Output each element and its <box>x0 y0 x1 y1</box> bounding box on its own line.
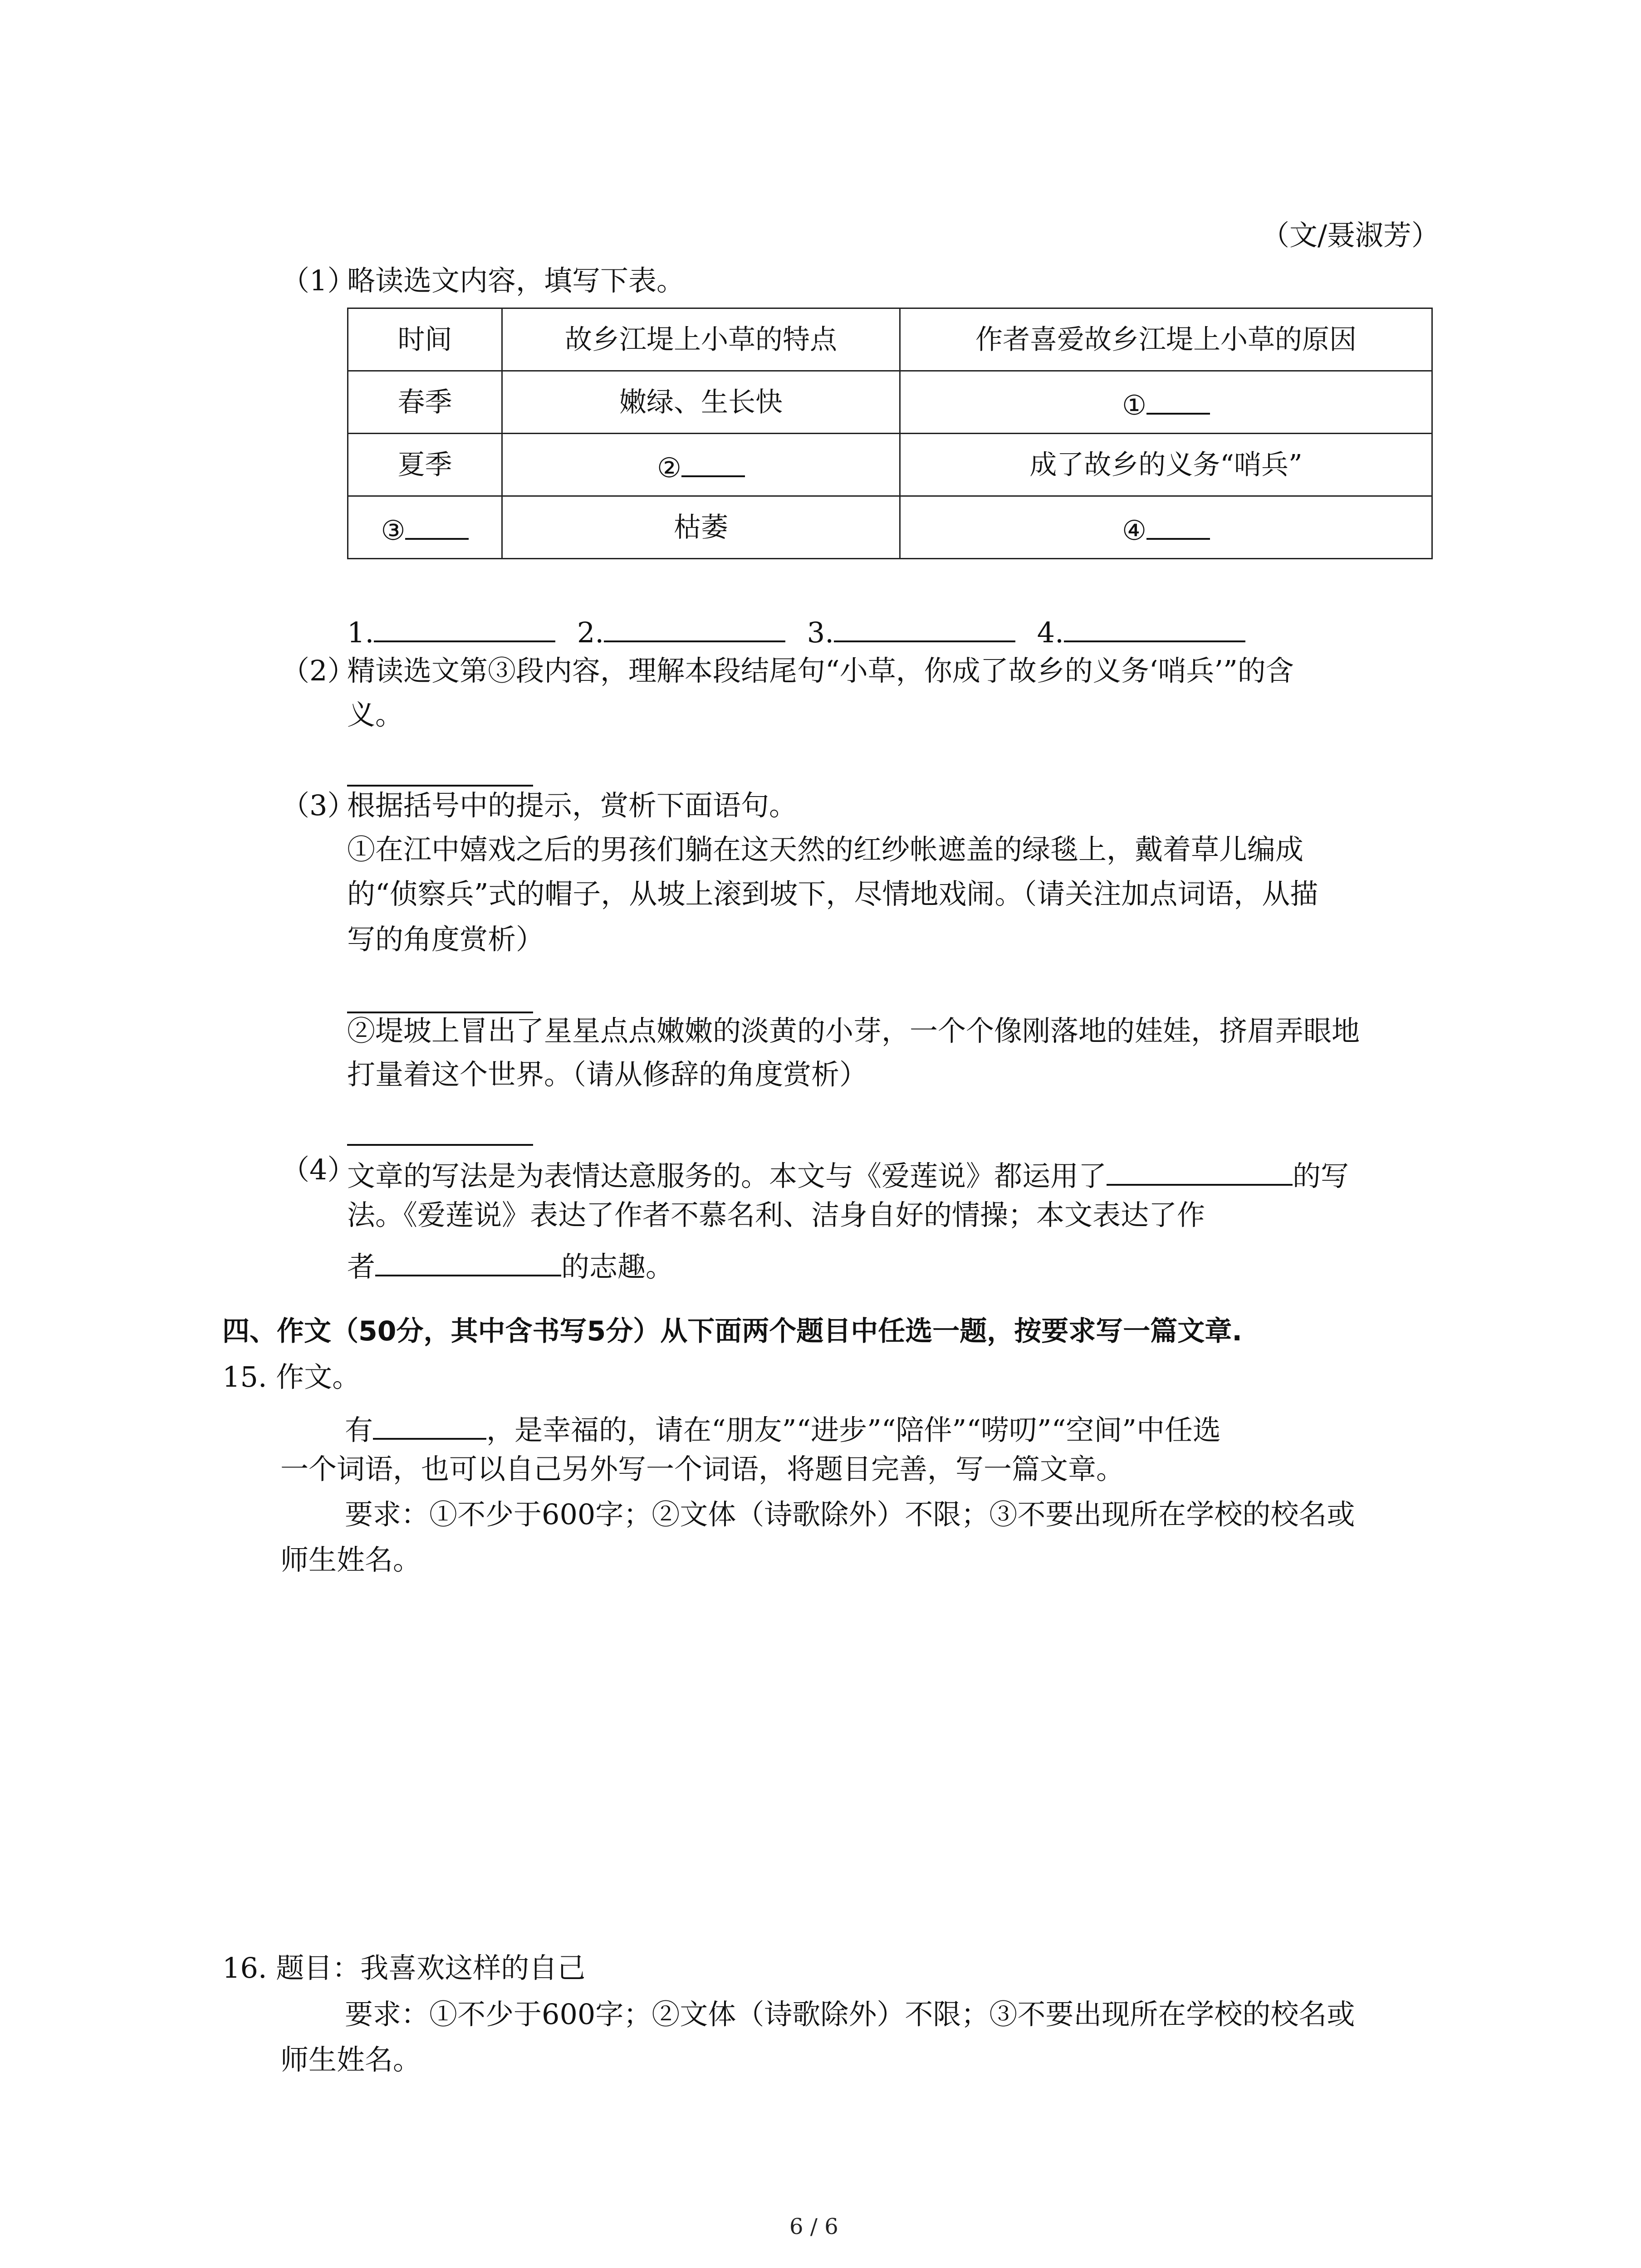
answer-label: 4. <box>1037 616 1064 649</box>
q2-number: （2） <box>281 654 356 687</box>
table-cell: 成了故乡的义务“哨兵” <box>900 434 1432 496</box>
q3-answer-blank-1[interactable] <box>347 983 533 1013</box>
q4-text-line <box>347 1156 1349 1193</box>
q4-text: 的志趣。 <box>561 1250 674 1283</box>
answer-blank[interactable] <box>604 612 785 642</box>
title-blank[interactable] <box>373 1410 486 1440</box>
answer-blank[interactable] <box>834 612 1015 642</box>
page-number: 6 / 6 <box>789 2214 838 2239</box>
q3-prompt: 根据括号中的提示，赏析下面语句。 <box>347 789 798 822</box>
blank-marker: ① <box>1122 389 1146 421</box>
answer-blank[interactable] <box>405 511 469 540</box>
q15-requirement-line: 要求：①不少于600字；②文体（诗歌除外）不限；③不要出现所在学校的校名或 <box>345 1498 1355 1531</box>
q16-requirement-line: 师生姓名。 <box>280 2043 421 2076</box>
q3-sentence2-line: 打量着这个世界。（请从修辞的角度赏析） <box>347 1058 868 1091</box>
table-cell <box>348 496 502 559</box>
q15-text-line <box>345 1410 1221 1447</box>
answer-blank[interactable] <box>1107 1156 1293 1186</box>
table-header-row <box>348 308 1432 371</box>
q3-number: （3） <box>281 789 356 822</box>
answer-blank[interactable] <box>1064 612 1245 642</box>
table-cell: 夏季 <box>348 434 502 496</box>
q2-text-line: 义。 <box>347 698 404 731</box>
q15-title: 15. 作文。 <box>222 1360 361 1393</box>
q3-sentence2-line: ②堤坡上冒出了星星点点嫩嫩的淡黄的小芽，一个个像刚落地的娃娃，挤眉弄眼地 <box>347 1014 1360 1047</box>
table-row <box>348 496 1432 559</box>
q15-requirement-line: 师生姓名。 <box>280 1543 421 1576</box>
q15-text: 有 <box>345 1413 373 1447</box>
q2-text-line: 精读选文第③段内容，理解本段结尾句“小草，你成了故乡的义务‘哨兵’”的含 <box>347 654 1294 687</box>
table-row <box>348 434 1432 496</box>
q1-prompt: 略读选文内容，填写下表。 <box>347 264 685 297</box>
q16-requirement-line: 要求：①不少于600字；②文体（诗歌除外）不限；③不要出现所在学校的校名或 <box>345 1998 1355 2031</box>
section-heading: 四、作文（50分，其中含书写5分）从下面两个题目中任选一题，按要求写一篇文章. <box>222 1315 1243 1347</box>
table-row <box>348 371 1432 434</box>
table-header-cell: 作者喜爱故乡江堤上小草的原因 <box>900 308 1432 371</box>
q4-text-line: 法。《爱莲说》表达了作者不慕名利、洁身自好的情操；本文表达了作 <box>347 1198 1205 1232</box>
q1-number: （1） <box>281 264 356 297</box>
author-attribution: （文/聂淑芳） <box>1261 219 1440 252</box>
q2-answer-blank[interactable] <box>347 757 533 787</box>
blank-marker: ③ <box>381 514 406 547</box>
q4-text-line <box>347 1246 674 1281</box>
q3-sentence1-line: 写的角度赏析） <box>347 923 544 956</box>
table-cell: 嫩绿、生长快 <box>502 371 900 434</box>
table-cell <box>900 371 1432 434</box>
q1-answer-line <box>347 612 1245 647</box>
answer-blank[interactable] <box>375 1246 561 1276</box>
answer-label: 1. <box>347 616 374 649</box>
q3-sentence1-line: 的“侦察兵”式的帽子，从坡上滚到坡下，尽情地戏闹。（请关注加点词语，从描 <box>347 877 1318 910</box>
answer-blank[interactable] <box>374 612 555 642</box>
table-cell: 春季 <box>348 371 502 434</box>
blank-marker: ② <box>657 452 681 484</box>
q4-text: 者 <box>347 1250 376 1283</box>
answer-blank[interactable] <box>1146 511 1210 540</box>
q4-text: 文章的写法是为表情达意服务的。本文与《爱莲说》都运用了 <box>347 1159 1107 1193</box>
blank-marker: ④ <box>1122 514 1146 547</box>
summary-table <box>347 308 1433 559</box>
table-header-cell: 故乡江堤上小草的特点 <box>502 308 900 371</box>
q15-text: ，是幸福的，请在“朋友”“进步”“陪伴”“唠叨”“空间”中任选 <box>486 1413 1221 1447</box>
table-cell: 枯萎 <box>502 496 900 559</box>
q3-answer-blank-2[interactable] <box>347 1116 533 1146</box>
q4-text: 的写 <box>1293 1159 1349 1193</box>
answer-label: 2. <box>577 616 604 649</box>
answer-label: 3. <box>807 616 834 649</box>
q16-title: 16. 题目：我喜欢这样的自己 <box>222 1951 586 1984</box>
answer-blank[interactable] <box>681 448 745 477</box>
table-cell <box>502 434 900 496</box>
q4-number: （4） <box>281 1153 356 1186</box>
answer-blank[interactable] <box>1146 386 1210 415</box>
q15-text-line: 一个词语，也可以自己另外写一个词语，将题目完善，写一篇文章。 <box>280 1452 1125 1486</box>
table-header-cell: 时间 <box>348 308 502 371</box>
table-cell <box>900 496 1432 559</box>
q3-sentence1-line: ①在江中嬉戏之后的男孩们躺在这天然的红纱帐遮盖的绿毯上，戴着草儿编成 <box>347 833 1304 866</box>
